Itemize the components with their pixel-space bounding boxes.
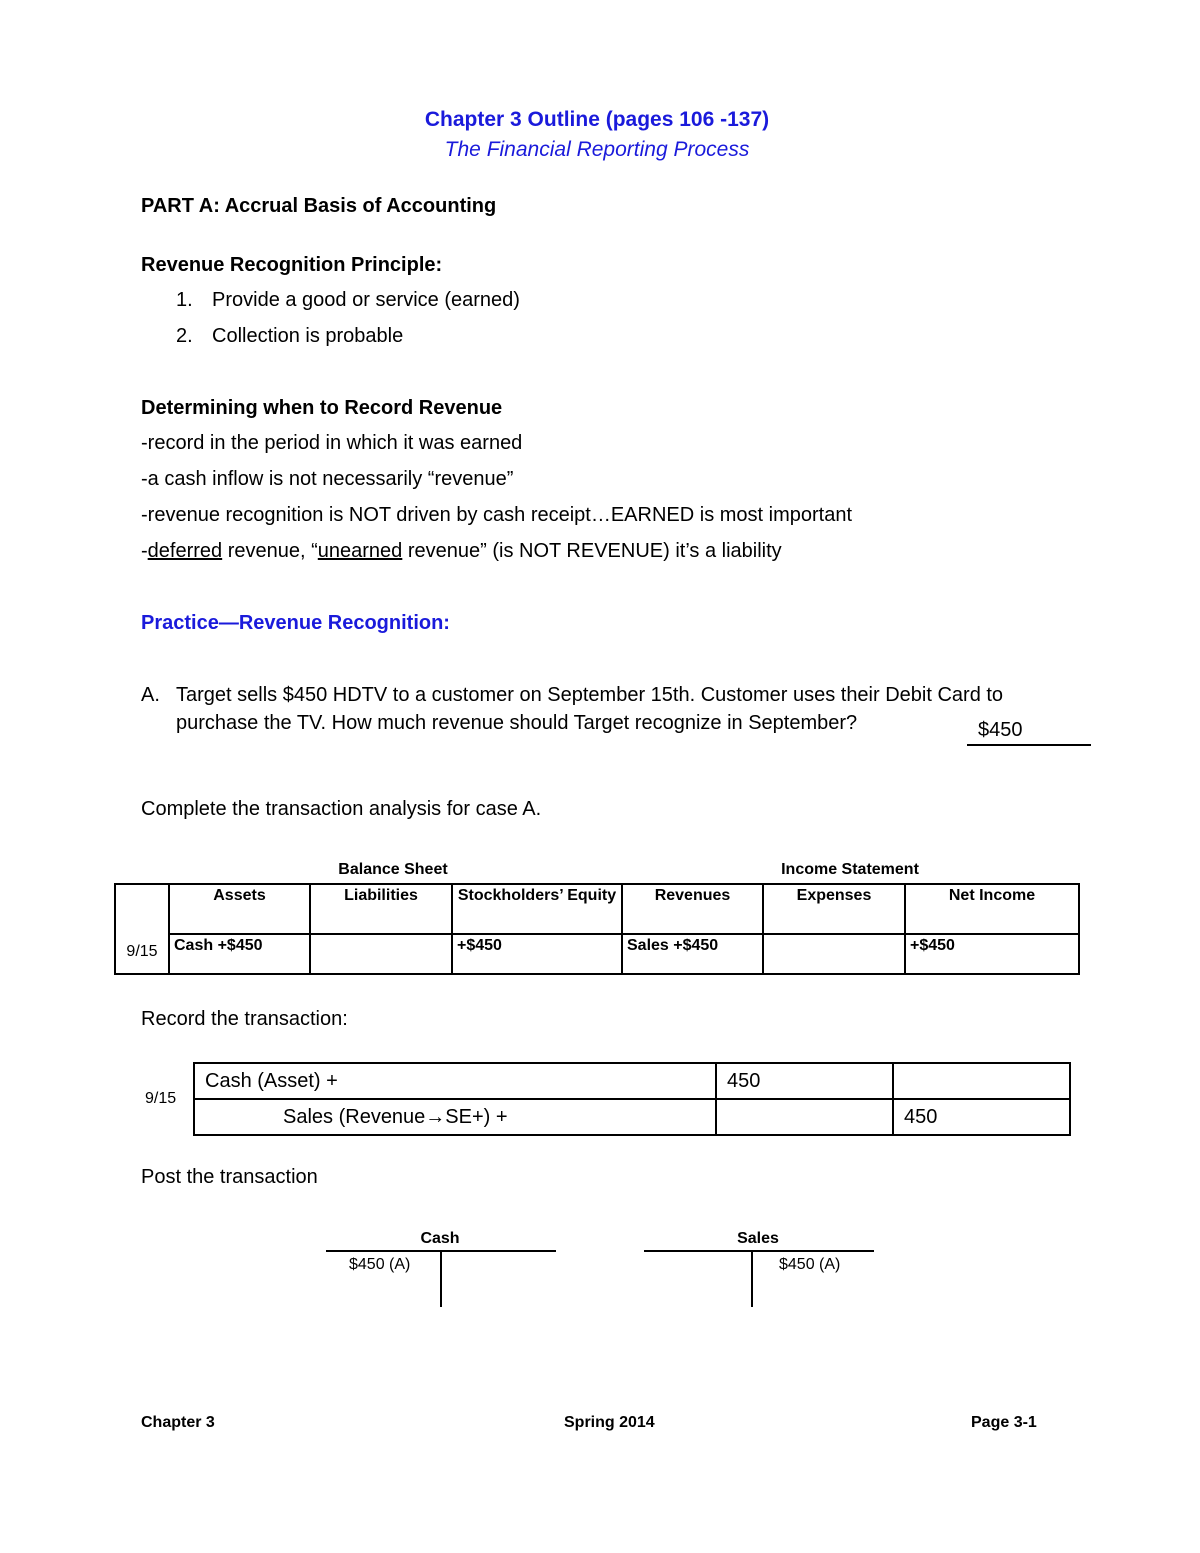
line-4-mid: revenue, “ xyxy=(222,540,318,562)
sales-credit-entry: $450 (A) xyxy=(779,1256,841,1273)
analysis-prompt: Complete the transaction analysis for case A. xyxy=(141,798,542,820)
cash-t-account-label: Cash xyxy=(420,1230,460,1247)
debit-amount[interactable]: 450 xyxy=(716,1063,893,1099)
principle-item-2-num: 2. xyxy=(176,325,193,347)
principle-item-1-num: 1. xyxy=(176,289,193,311)
cell-revenues[interactable]: Sales +$450 xyxy=(622,934,763,974)
revenue-principle-heading: Revenue Recognition Principle: xyxy=(141,254,443,276)
cell-expenses[interactable] xyxy=(763,934,905,974)
cash-debit-entry: $450 (A) xyxy=(349,1256,411,1273)
question-line-2: purchase the TV. How much revenue should Target recognize in September? xyxy=(176,712,858,734)
page-title: Chapter 3 Outline (pages 106 -137) xyxy=(424,108,770,131)
determining-heading: Determining when to Record Revenue xyxy=(141,397,503,419)
balance-sheet-label: Balance Sheet xyxy=(338,861,448,878)
col-revenues: Revenues xyxy=(622,884,763,934)
col-expenses: Expenses xyxy=(763,884,905,934)
debit-credit-blank[interactable] xyxy=(893,1063,1070,1099)
sales-t-account-label: Sales xyxy=(737,1230,779,1247)
income-statement-label: Income Statement xyxy=(781,861,919,878)
col-liabilities: Liabilities xyxy=(310,884,452,934)
credit-account[interactable]: Sales (Revenue→SE+) + xyxy=(194,1099,716,1135)
principle-item-1: Provide a good or service (earned) xyxy=(212,289,520,311)
part-a-heading: PART A: Accrual Basis of Accounting xyxy=(141,195,497,217)
answer-underline xyxy=(967,744,1091,746)
col-net-income: Net Income xyxy=(905,884,1079,934)
determining-line-1: -record in the period in which it was earned xyxy=(141,432,523,454)
determining-line-3: -revenue recognition is NOT driven by cash receipt…EARNED is most important xyxy=(141,504,853,526)
practice-heading: Practice—Revenue Recognition: xyxy=(141,612,450,634)
sales-t-account-top xyxy=(644,1250,874,1252)
journal-debit-row xyxy=(194,1063,1070,1099)
deferred-underlined: deferred xyxy=(147,540,223,562)
journal-entry-table xyxy=(193,1062,1071,1136)
footer-page-number: Page 3-1 xyxy=(971,1414,1037,1431)
analysis-date: 9/15 xyxy=(115,884,169,974)
cash-t-account-divider xyxy=(440,1251,442,1307)
cell-stockholders-equity[interactable]: +$450 xyxy=(452,934,622,974)
page-subtitle: The Financial Reporting Process xyxy=(444,138,750,161)
determining-line-2: -a cash inflow is not necessarily “revenue” xyxy=(141,468,514,490)
journal-date: 9/15 xyxy=(145,1090,177,1107)
journal-prompt: Record the transaction: xyxy=(141,1008,348,1030)
col-assets: Assets xyxy=(169,884,310,934)
line-4-dash: - xyxy=(141,540,148,562)
question-line-1: Target sells $450 HDTV to a customer on September 15th. Customer uses their Debit Card to xyxy=(176,684,1004,706)
analysis-header-row xyxy=(115,884,1079,934)
determining-line-4 xyxy=(141,540,782,563)
cell-net-income[interactable]: +$450 xyxy=(905,934,1079,974)
footer-term: Spring 2014 xyxy=(564,1414,655,1431)
col-stockholders-equity: Stockholders’ Equity xyxy=(452,884,622,934)
transaction-analysis-table xyxy=(114,883,1080,975)
answer-value: $450 xyxy=(978,719,1023,741)
analysis-data-row xyxy=(115,934,1079,974)
journal-credit-row xyxy=(194,1099,1070,1135)
sales-t-account-divider xyxy=(751,1251,753,1307)
line-4-end: revenue” (is NOT REVENUE) it’s a liability xyxy=(402,540,782,562)
credit-debit-blank[interactable] xyxy=(716,1099,893,1135)
footer-chapter: Chapter 3 xyxy=(141,1414,215,1431)
principle-item-2: Collection is probable xyxy=(212,325,404,347)
cell-liabilities[interactable] xyxy=(310,934,452,974)
question-letter: A. xyxy=(141,684,160,706)
cell-assets[interactable]: Cash +$450 xyxy=(169,934,310,974)
unearned-underlined: unearned xyxy=(317,540,403,562)
posting-prompt: Post the transaction xyxy=(141,1166,318,1188)
credit-amount[interactable]: 450 xyxy=(893,1099,1070,1135)
debit-account[interactable]: Cash (Asset) + xyxy=(194,1063,716,1099)
